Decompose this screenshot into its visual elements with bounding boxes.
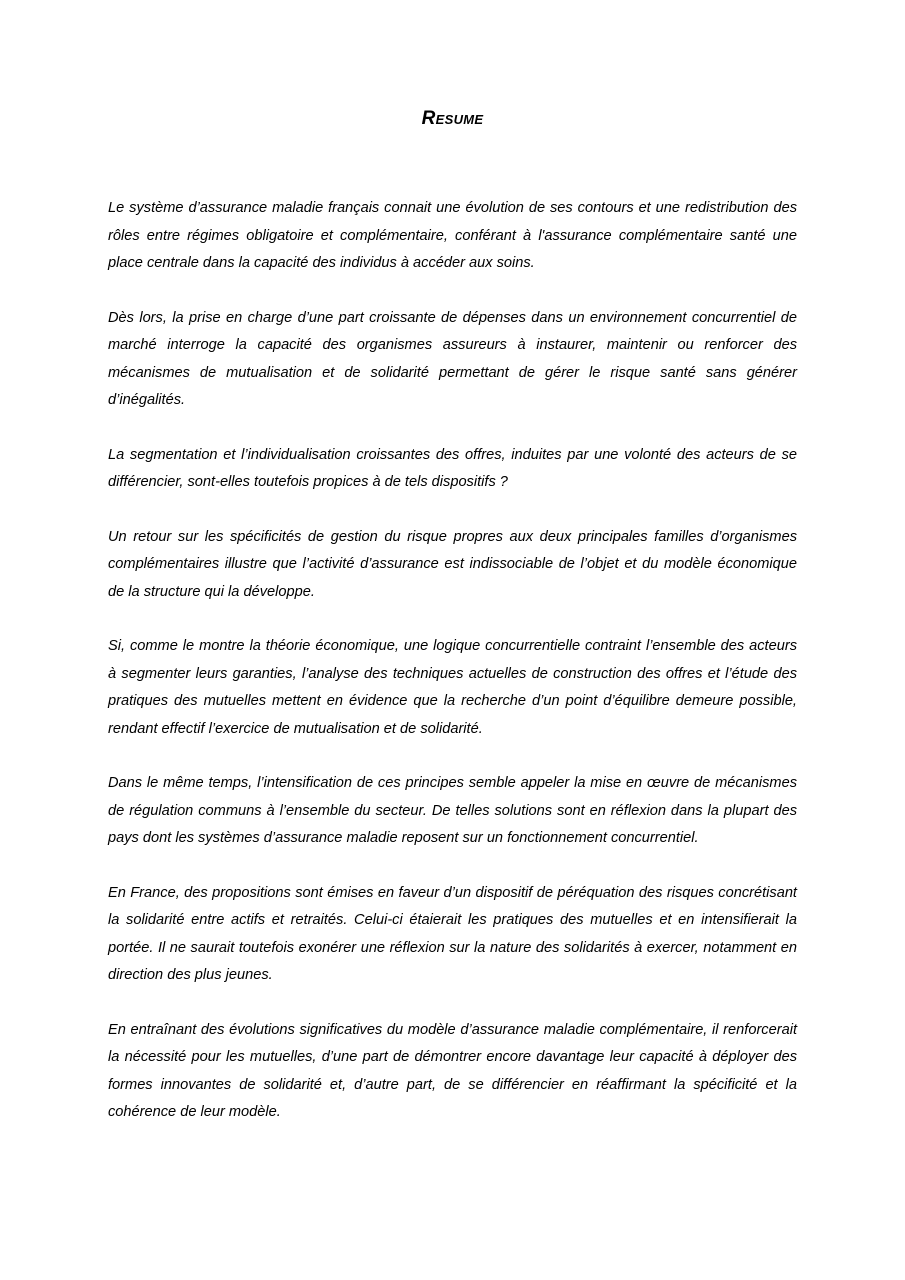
paragraph: Un retour sur les spécificités de gestion du risque propres aux deux principales familles d’organismes complémentaires illustre que l’activité d’assurance est indissociable de l’objet et du modèle économique de la structure qui la développe. [108,528,797,600]
page-title: Resume [421,108,484,129]
abstract-body [108,195,797,1154]
paragraph: Si, comme le montre la théorie économique, une logique concurrentielle contraint l’ensemble des acteurs à segmenter leurs garanties, l’analyse des techniques actuelles de construction des offres et l’étude des pratiques des mutuelles mettent en évidence que la recherche d’un point d’équilibre demeure possible, rendant effectif l’exercice de mutualisation et de solidarité. [108,638,797,737]
paragraph: En entraînant des évolutions significatives du modèle d’assurance maladie complémentaire, il renforcerait la nécessité pour les mutuelles, d’une part de démontrer encore davantage leur capacité à déployer des formes innovantes de solidarité et, d’autre part, de se différencier en réaffirmant la spécificité et la cohérence de leur modèle. [108,1021,797,1120]
paragraph: Dans le même temps, l’intensification de ces principes semble appeler la mise en œuvre de mécanismes de régulation communs à l’ensemble du secteur. De telles solutions sont en réflexion dans la plupart des pays dont les systèmes d’assurance maladie reposent sur un fonctionnement concurrentiel. [108,775,797,846]
paragraph: Dès lors, la prise en charge d’une part croissante de dépenses dans un environnement concurrentiel de marché interroge la capacité des organismes assureurs à instaurer, maintenir ou renforcer des mécanismes de mutualisation et de solidarité permettant de gérer le risque santé sans générer d’inégalités. [108,309,797,408]
paragraph: La segmentation et l’individualisation croissantes des offres, induites par une volonté des acteurs de se différencier, sont-elles toutefois propices à de tels dispositifs ? [108,446,797,490]
paragraph: En France, des propositions sont émises en faveur d’un dispositif de péréquation des risques concrétisant la solidarité entre actifs et retraités. Celui-ci étaierait les pratiques des mutuelles et en intensifierait la portée. Il ne saurait toutefois exonérer une réflexion sur la nature des solidarités à exercer, notamment en direction des plus jeunes. [108,884,797,983]
paragraph: Le système d’assurance maladie français connait une évolution de ses contours et une redistribution des rôles entre régimes obligatoire et complémentaire, conférant à l'assurance complémentaire santé une place centrale dans la capacité des individus à accéder aux soins. [108,200,797,271]
